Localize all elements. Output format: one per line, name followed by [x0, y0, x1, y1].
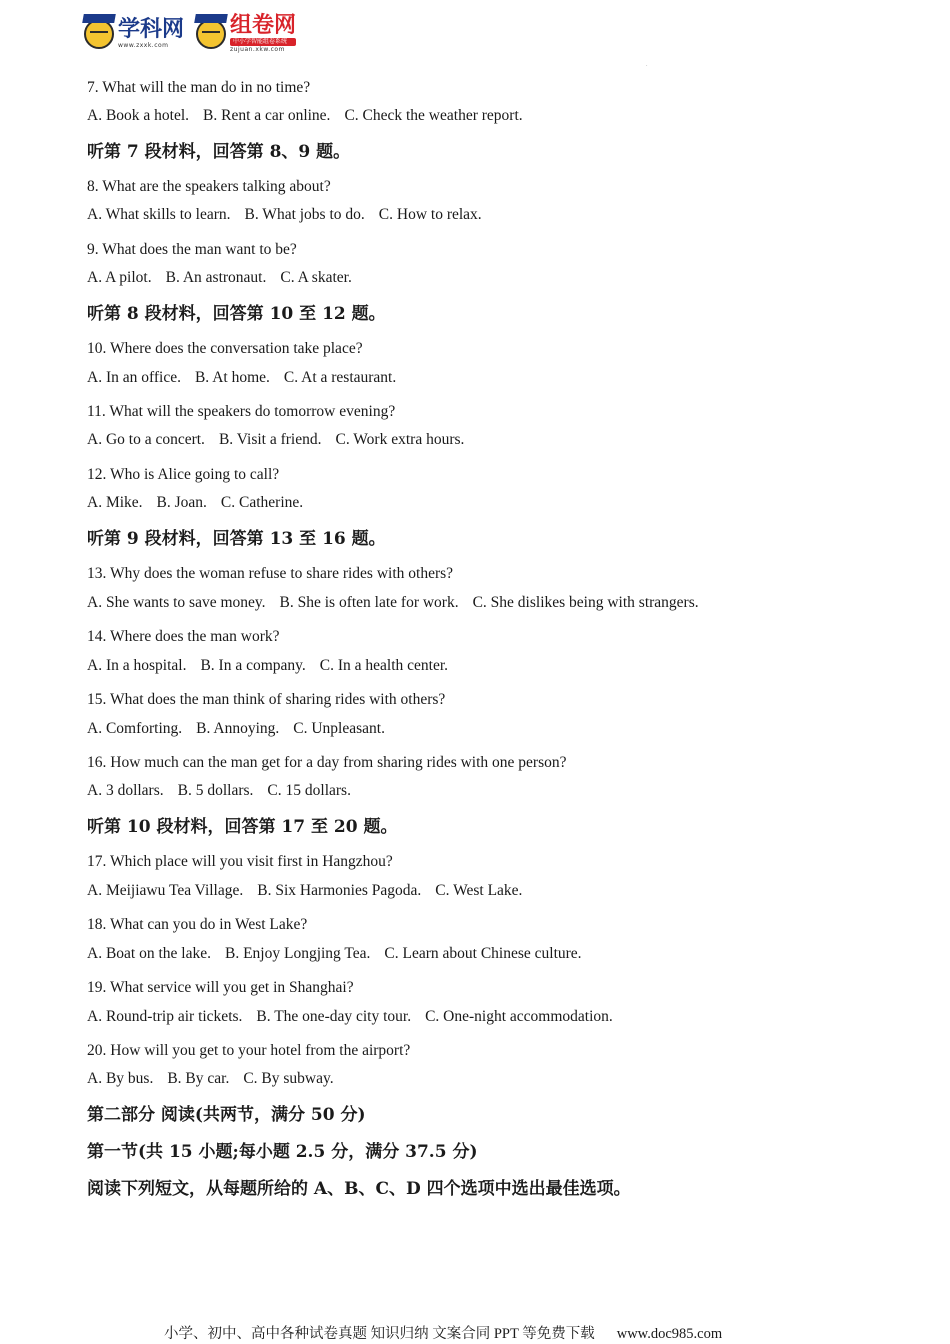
answer-option: B. 5 dollars.	[177, 782, 254, 799]
question-row	[87, 177, 887, 197]
options-row	[87, 719, 887, 739]
section-heading: 第一节(共 15 小题;每小题 2.5 分，满分 37.5 分)	[87, 1142, 478, 1162]
answer-options	[87, 430, 887, 450]
question-row	[87, 78, 887, 98]
zujuan-logo-url: zujuan.xkw.com	[230, 46, 285, 53]
question-text: 18. What can you do in West Lake?	[87, 916, 308, 933]
section-row	[87, 1141, 887, 1163]
answer-options	[87, 106, 887, 126]
page-footer	[164, 1322, 722, 1343]
answer-option: A. A pilot.	[87, 269, 152, 286]
answer-option: C. She dislikes being with strangers.	[472, 594, 699, 611]
section-heading: 阅读下列短文，从每题所给的 A、B、C、D 四个选项中选出最佳选项。	[87, 1179, 631, 1199]
question-row	[87, 402, 887, 422]
section-heading: 第二部分 阅读(共两节，满分 50 分)	[87, 1105, 366, 1125]
question-text: 7. What will the man do in no time?	[87, 79, 311, 96]
answer-option: B. An astronaut.	[165, 269, 267, 286]
question-text: 12. Who is Alice going to call?	[87, 466, 280, 483]
question-text: 14. Where does the man work?	[87, 628, 280, 645]
footer-text: 小学、初中、高中各种试卷真题 知识归纳 文案合同 PPT 等免费下载	[164, 1326, 595, 1342]
zxxk-logo-title: 学科网	[118, 17, 185, 42]
answer-option: B. She is often late for work.	[279, 594, 459, 611]
question-text: 8. What are the speakers talking about?	[87, 178, 331, 195]
zxxk-logo[interactable]	[84, 18, 184, 50]
section-heading: 听第 10 段材料，回答第 17 至 20 题。	[87, 817, 398, 837]
section-row	[87, 528, 887, 550]
answer-option: B. By car.	[167, 1070, 230, 1087]
question-row	[87, 240, 887, 260]
answer-option: B. Enjoy Longjing Tea.	[224, 945, 371, 962]
answer-option: C. West Lake.	[435, 882, 523, 899]
answer-option: B. Six Harmonies Pagoda.	[257, 882, 422, 899]
mascot-icon	[196, 19, 226, 49]
answer-option: C. In a health center.	[319, 657, 449, 674]
options-row	[87, 493, 887, 513]
answer-option: C. Unpleasant.	[293, 720, 385, 737]
question-row	[87, 852, 887, 872]
answer-option: C. Check the weather report.	[344, 107, 523, 124]
zujuan-logo-title: 组卷网	[230, 13, 297, 38]
answer-options	[87, 656, 887, 676]
question-row	[87, 627, 887, 647]
question-row	[87, 915, 887, 935]
answer-options	[87, 268, 887, 288]
section-row	[87, 816, 887, 838]
answer-option: A. In a hospital.	[87, 657, 187, 674]
question-text: 10. Where does the conversation take place?	[87, 340, 363, 357]
question-text: 16. How much can the man get for a day from sharing rides with one person?	[87, 754, 567, 771]
question-row	[87, 465, 887, 485]
question-row	[87, 753, 887, 773]
options-row	[87, 656, 887, 676]
header-logos	[84, 14, 308, 54]
section-heading: 听第 7 段材料，回答第 8、9 题。	[87, 142, 351, 162]
options-row	[87, 781, 887, 801]
options-row	[87, 1069, 887, 1089]
answer-options	[87, 1069, 887, 1089]
answer-option: B. What jobs to do.	[244, 206, 365, 223]
section-row	[87, 303, 887, 325]
options-row	[87, 106, 887, 126]
answer-option: C. One-night accommodation.	[425, 1008, 613, 1025]
answer-options	[87, 881, 887, 901]
question-row	[87, 1041, 887, 1061]
answer-option: B. The one-day city tour.	[256, 1008, 412, 1025]
answer-option: A. In an office.	[87, 369, 181, 386]
answer-option: C. A skater.	[280, 269, 352, 286]
answer-option: C. At a restaurant.	[283, 369, 397, 386]
zxxk-logo-url: www.zxxk.com	[118, 42, 169, 49]
answer-option: A. Mike.	[87, 494, 143, 511]
zujuan-logo[interactable]	[196, 14, 296, 54]
answer-option: C. How to relax.	[378, 206, 482, 223]
options-row	[87, 881, 887, 901]
question-text: 13. Why does the woman refuse to share rides with others?	[87, 565, 454, 582]
section-row	[87, 141, 887, 163]
answer-option: A. By bus.	[87, 1070, 154, 1087]
mascot-icon	[84, 19, 114, 49]
section-heading: 听第 8 段材料，回答第 10 至 12 题。	[87, 304, 386, 324]
footer-url[interactable]: www.doc985.com	[616, 1326, 723, 1342]
question-text: 19. What service will you get in Shanghai?	[87, 979, 354, 996]
answer-option: C. Learn about Chinese culture.	[384, 945, 582, 962]
answer-option: C. By subway.	[243, 1070, 334, 1087]
section-row	[87, 1178, 887, 1200]
question-text: 15. What does the man think of sharing rides with others?	[87, 691, 446, 708]
answer-option: A. 3 dollars.	[87, 782, 164, 799]
answer-option: C. 15 dollars.	[267, 782, 351, 799]
answer-options	[87, 593, 887, 613]
question-row	[87, 564, 887, 584]
answer-options	[87, 205, 887, 225]
answer-option: A. What skills to learn.	[87, 206, 231, 223]
answer-option: C. Work extra hours.	[335, 431, 465, 448]
question-text: 20. How will you get to your hotel from the airport?	[87, 1042, 411, 1059]
question-row	[87, 978, 887, 998]
options-row	[87, 593, 887, 613]
options-row	[87, 368, 887, 388]
answer-option: B. Annoying.	[196, 720, 280, 737]
options-row	[87, 944, 887, 964]
answer-option: B. Rent a car online.	[203, 107, 331, 124]
answer-option: A. Comforting.	[87, 720, 183, 737]
options-row	[87, 1007, 887, 1027]
answer-option: C. Catherine.	[220, 494, 304, 511]
section-heading: 听第 9 段材料，回答第 13 至 16 题。	[87, 529, 386, 549]
answer-options	[87, 493, 887, 513]
options-row	[87, 205, 887, 225]
answer-options	[87, 719, 887, 739]
answer-options	[87, 1007, 887, 1027]
answer-option: B. At home.	[194, 369, 270, 386]
zujuan-logo-badge: 中小学智能组卷系统	[230, 38, 296, 46]
options-row	[87, 430, 887, 450]
answer-option: B. In a company.	[200, 657, 306, 674]
answer-option: A. Go to a concert.	[87, 431, 205, 448]
answer-option: A. Book a hotel.	[87, 107, 190, 124]
options-row	[87, 268, 887, 288]
question-text: 11. What will the speakers do tomorrow evening?	[87, 403, 396, 420]
question-row	[87, 339, 887, 359]
answer-option: A. Boat on the lake.	[87, 945, 211, 962]
answer-option: A. She wants to save money.	[87, 594, 266, 611]
answer-option: B. Visit a friend.	[218, 431, 322, 448]
answer-options	[87, 944, 887, 964]
section-row	[87, 1104, 887, 1126]
answer-option: B. Joan.	[156, 494, 207, 511]
question-text: 17. Which place will you visit first in Hangzhou?	[87, 853, 393, 870]
answer-options	[87, 368, 887, 388]
answer-option: A. Round-trip air tickets.	[87, 1008, 243, 1025]
question-text: 9. What does the man want to be?	[87, 241, 297, 258]
answer-option: A. Meijiawu Tea Village.	[87, 882, 244, 899]
answer-options	[87, 781, 887, 801]
question-row	[87, 690, 887, 710]
page-mark: .	[646, 62, 648, 68]
